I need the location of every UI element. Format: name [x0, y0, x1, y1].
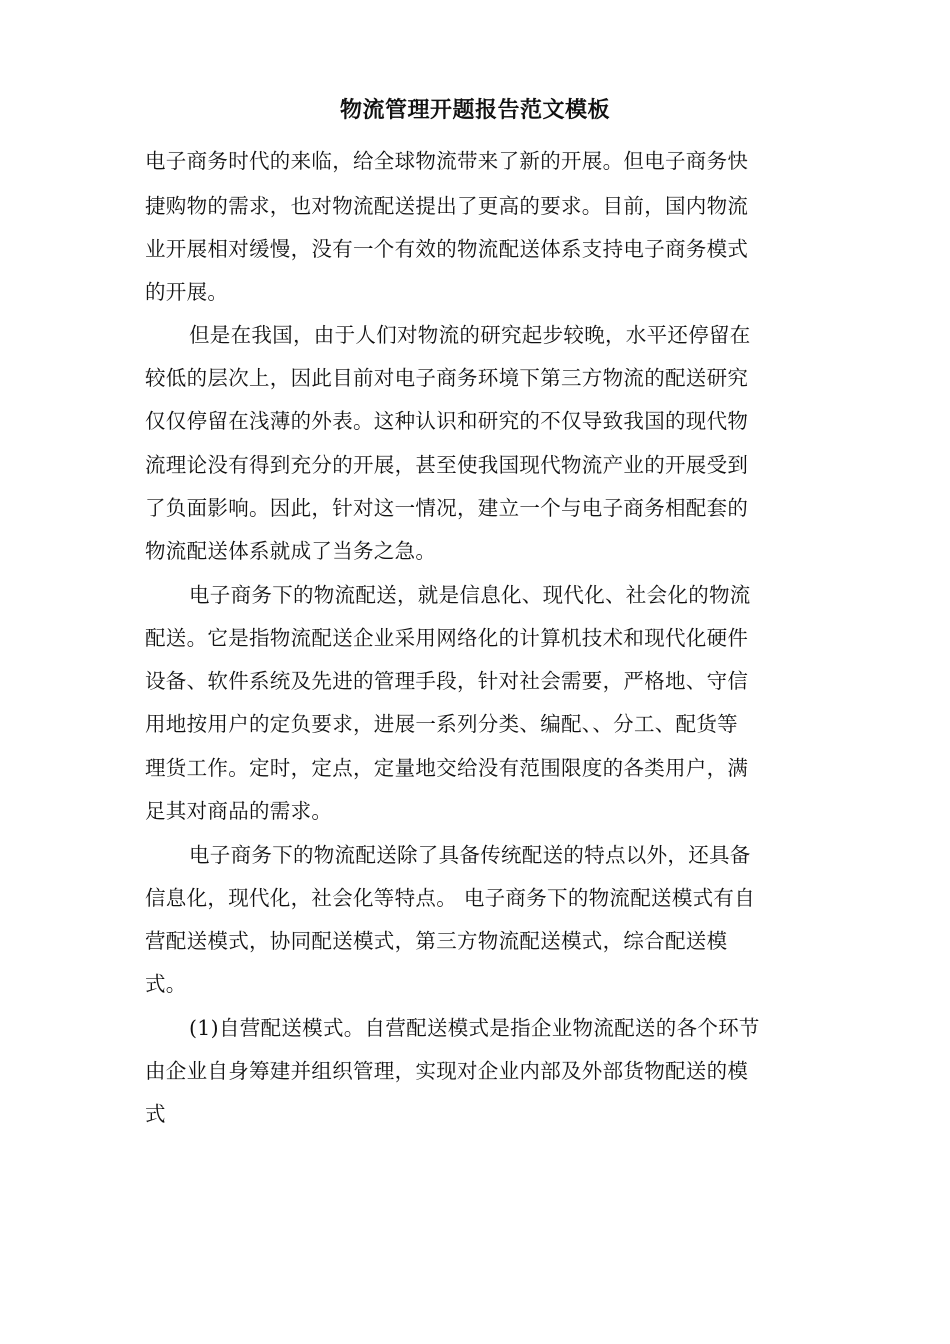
text-line: (1)自营配送模式。自营配送模式是指企业物流配送的各个环节	[189, 1016, 760, 1040]
text-line: 式	[145, 1102, 166, 1126]
text-line: 设备、软件系统及先进的管理手段，针对社会需要，严格地、守信	[145, 669, 749, 693]
text-line: 由企业自身筹建并组织管理，实现对企业内部及外部货物配送的模	[145, 1059, 749, 1083]
text-line: 物流配送体系就成了当务之急。	[145, 539, 437, 563]
text-line: 的开展。	[145, 280, 229, 304]
text-line: 配送。它是指物流配送企业采用网络化的计算机技术和现代化硬件	[145, 626, 749, 650]
text-line: 营配送模式，协同配送模式，第三方物流配送模式，综合配送模	[145, 929, 728, 953]
text-line: 流理论没有得到充分的开展，甚至使我国现代物流产业的开展受到	[145, 453, 749, 477]
text-line: 了负面影响。因此，针对这一情况，建立一个与电子商务相配套的	[145, 496, 749, 520]
text-line: 式。	[145, 972, 187, 996]
text-line: 但是在我国，由于人们对物流的研究起步较晚，水平还停留在	[189, 323, 751, 347]
text-line: 仅仅停留在浅薄的外表。这种认识和研究的不仅导致我国的现代物	[145, 409, 749, 433]
text-line: 足其对商品的需求。	[145, 799, 333, 823]
text-line: 较低的层次上，因此目前对电子商务环境下第三方物流的配送研究	[145, 366, 749, 390]
text-line: 捷购物的需求，也对物流配送提出了更高的要求。目前，国内物流	[145, 194, 749, 218]
text-line: 业开展相对缓慢，没有一个有效的物流配送体系支持电子商务模式	[145, 237, 749, 261]
text-line: 理货工作。定时，定点，定量地交给没有范围限度的各类用户，满	[145, 756, 749, 780]
text-line: 电子商务下的物流配送除了具备传统配送的特点以外，还具备	[189, 843, 751, 867]
text-line: 信息化，现代化，社会化等特点。 电子商务下的物流配送模式有自	[145, 886, 756, 910]
text-line: 用地按用户的定负要求，进展一系列分类、编配、、分工、配货等	[145, 712, 738, 736]
text-line: 电子商务时代的来临，给全球物流带来了新的开展。但电子商务快	[145, 149, 749, 173]
document-title: 物流管理开题报告范文模板	[339, 97, 610, 123]
text-line: 电子商务下的物流配送，就是信息化、现代化、社会化的物流	[189, 583, 751, 607]
